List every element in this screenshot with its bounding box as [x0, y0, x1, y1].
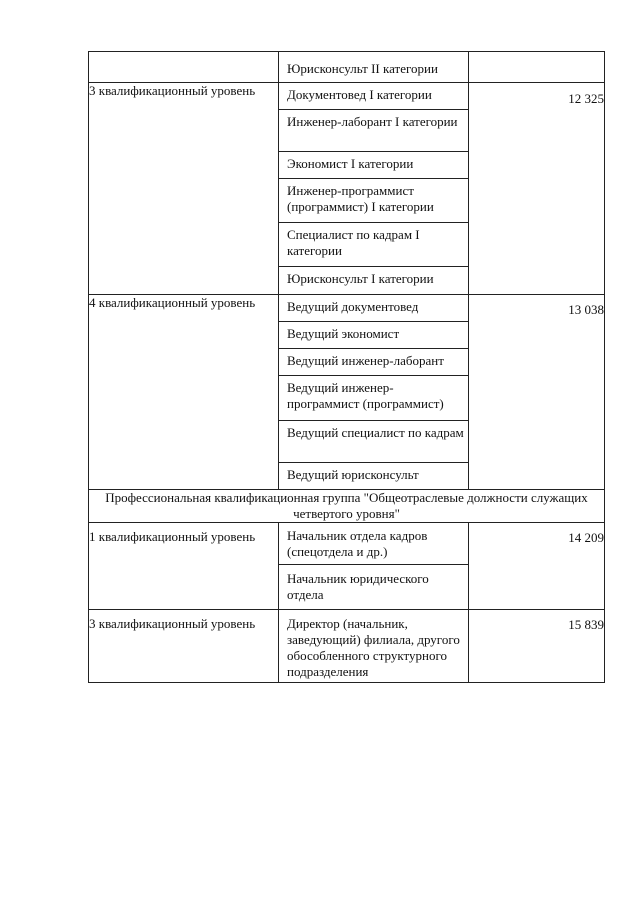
- level-cell: 3 квалификационный уровень: [89, 610, 279, 683]
- table-row: [89, 490, 605, 523]
- level-cell: 3 квалификационный уровень: [89, 83, 279, 295]
- position-item: Инженер-лаборант I категории: [279, 110, 468, 152]
- level-cell: 1 квалификационный уровень: [89, 523, 279, 610]
- position-item: Ведущий инженер-программист (программист): [279, 376, 468, 421]
- position-item: Юрисконсульт I категории: [287, 271, 434, 286]
- level-cell: 4 квалификационный уровень: [89, 295, 279, 490]
- salary-cell: [469, 52, 605, 83]
- positions-cell: [279, 295, 469, 490]
- position-item: Начальник отдела кадров (спецотдела и др.): [279, 523, 468, 565]
- salary-cell: 14 209: [469, 523, 605, 610]
- position-item: Экономист I категории: [279, 152, 468, 179]
- position-item: Директор (начальник, заведующий) филиала, другого обособленного структурного подразделения: [287, 616, 460, 679]
- positions-cell: [279, 83, 469, 295]
- salary-cell: 12 325: [469, 83, 605, 295]
- position-item: Ведущий экономист: [279, 322, 468, 349]
- salary-cell: 13 038: [469, 295, 605, 490]
- table-row: [89, 523, 605, 610]
- table-row: [89, 83, 605, 295]
- position-item: Ведущий специалист по кадрам: [279, 421, 468, 463]
- table-row: [89, 52, 605, 83]
- position-item: Специалист по кадрам I категории: [279, 223, 468, 267]
- position-item: Юрисконсульт II категории: [287, 61, 438, 76]
- position-item: Инженер-программист (программист) I категории: [279, 179, 468, 223]
- position-item: Начальник юридического отдела: [287, 571, 429, 602]
- group-header: Профессиональная квалификационная группа "Общеотраслевые должности служащих четвертого уровня": [89, 490, 605, 523]
- table-row: [89, 610, 605, 683]
- position-item: Ведущий документовед: [279, 295, 468, 322]
- positions-cell: [279, 523, 469, 610]
- salary-cell: 15 839: [469, 610, 605, 683]
- salary-table: [88, 51, 605, 683]
- position-item: Ведущий инженер-лаборант: [279, 349, 468, 376]
- position-item: Ведущий юрисконсульт: [287, 467, 419, 482]
- table-row: [89, 295, 605, 490]
- position-item: Документовед I категории: [279, 83, 468, 110]
- level-cell: [89, 52, 279, 83]
- positions-cell: [279, 52, 469, 83]
- positions-cell: [279, 610, 469, 683]
